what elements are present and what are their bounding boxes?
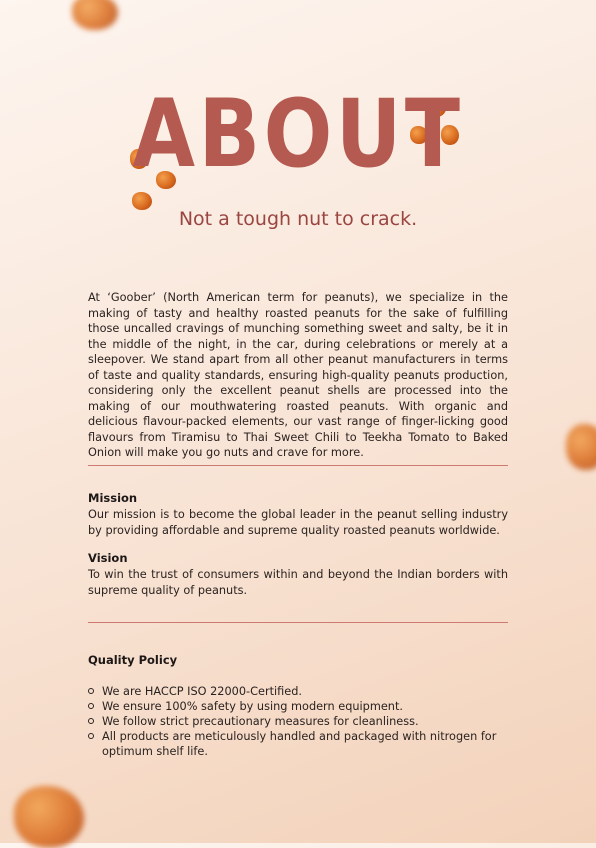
peanut-bottom-left-icon <box>14 786 84 848</box>
bullet-icon <box>88 718 94 724</box>
list-item-text: We follow strict precautionary measures for cleanliness. <box>102 715 419 728</box>
vision-heading: Vision <box>88 551 128 565</box>
bullet-icon <box>88 703 94 709</box>
list-item-text: We are HACCP ISO 22000-Certified. <box>102 685 302 698</box>
peanut-right-edge-icon <box>566 424 596 470</box>
vision-text: To win the trust of consumers within and beyond the Indian borders with supreme quality of peanuts. <box>88 568 508 597</box>
mission-text: Our mission is to become the global leader in the peanut selling industry by providing affordable and supreme quality roasted peanuts worldwide. <box>88 508 508 537</box>
peanut-top-left-icon <box>72 0 118 30</box>
mission-heading: Mission <box>88 491 138 505</box>
list-item-text: We ensure 100% safety by using modern equipment. <box>102 700 403 713</box>
page-title: ABOUT <box>132 80 464 189</box>
list-item <box>88 684 508 699</box>
bullet-icon <box>88 733 94 739</box>
divider <box>88 465 508 466</box>
list-item <box>88 729 508 759</box>
page-subtitle: Not a tough nut to crack. <box>178 208 418 230</box>
bullet-icon <box>88 688 94 694</box>
divider <box>88 622 508 623</box>
intro-paragraph: At ‘Goober’ (North American term for peanuts), we specialize in the making of tasty and healthy roasted peanuts for the sake of fulfilling those uncalled cravings of munching something sweet and salty, be it in the middle of the night, in the car, during celebrations or merely at a sleepover. We stand apart from all other peanut manufacturers in terms of taste and quality standards, ensuring high-quality peanuts production, considering only the excellent peanut shells are processed into the making of our mouthwatering roasted peanuts. With organic and delicious flavour-packed elements, our vast range of finger-licking good flavours from Tiramisu to Thai Sweet Chili to Teekha Tomato to Baked Onion will make you go nuts and crave for more. <box>88 291 508 459</box>
list-item-text: All products are meticulously handled and packaged with nitrogen for optimum shelf life. <box>102 730 497 758</box>
quality-policy-list <box>88 684 508 759</box>
list-item <box>88 699 508 714</box>
list-item <box>88 714 508 729</box>
quality-policy-heading: Quality Policy <box>88 653 178 667</box>
